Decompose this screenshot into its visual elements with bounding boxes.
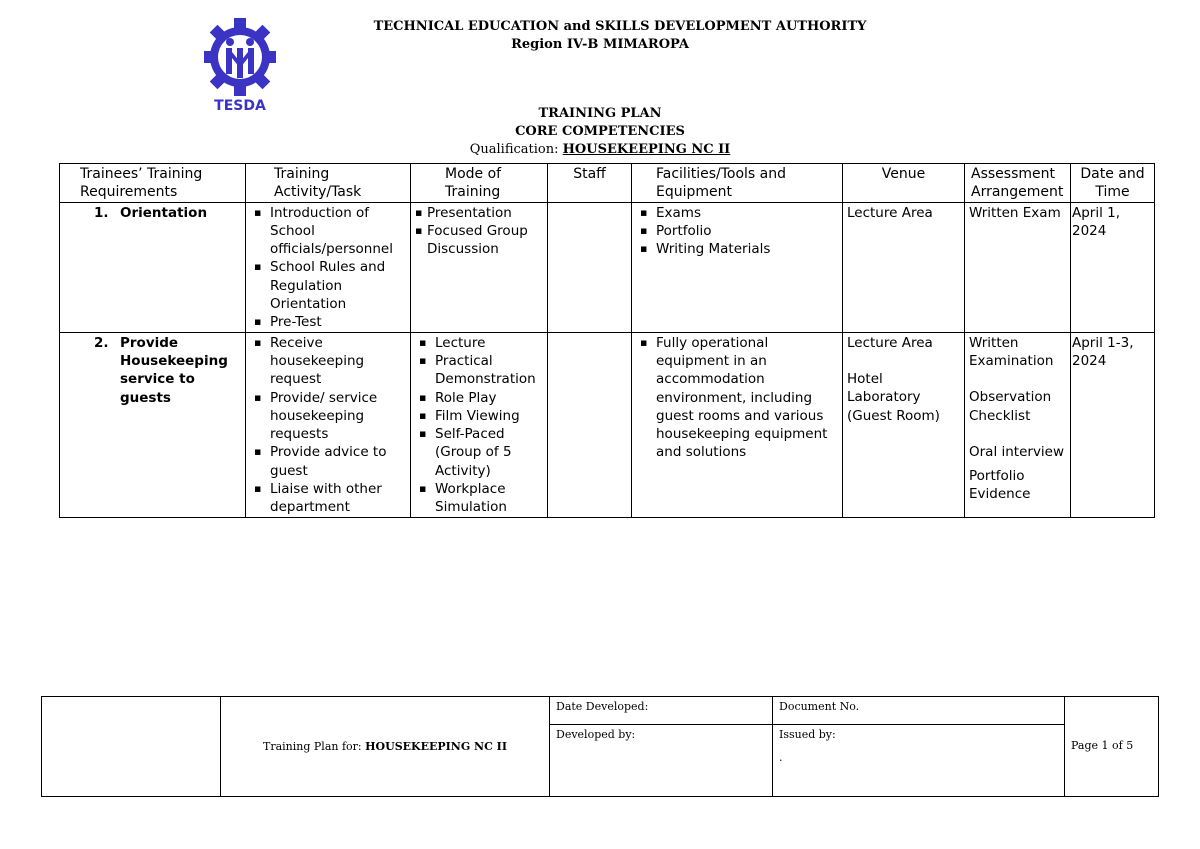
header-staff: Staff — [548, 164, 632, 203]
mode-item: ▪ Lecture — [415, 334, 543, 352]
organization-name: TECHNICAL EDUCATION and SKILLS DEVELOPMENT AUTHORITY — [373, 19, 867, 34]
activity-item: ▪ Receive housekeeping request — [250, 334, 406, 389]
training-plan-table — [59, 163, 1155, 518]
plan-title: TRAINING PLAN — [538, 106, 662, 121]
mode-item: ▪ Self-Paced (Group of 5 Activity) — [415, 425, 543, 480]
footer-date-developed: Date Developed: — [550, 697, 773, 725]
footer-issued-cell — [773, 725, 1065, 797]
header-activity: Training Activity/Task — [246, 164, 411, 203]
plan-titles — [0, 105, 1200, 159]
footer-plan-value: HOUSEKEEPING NC II — [365, 740, 507, 753]
date-cell: April 1-3, 2024 — [1071, 332, 1155, 517]
venue-cell — [843, 202, 965, 332]
qualification-line — [0, 141, 1200, 159]
facilities-cell — [632, 202, 843, 332]
activity-cell — [246, 332, 411, 517]
venue-cell — [843, 332, 965, 517]
requirement-cell — [60, 332, 246, 517]
staff-cell — [548, 332, 632, 517]
mode-item: ▪ Role Play — [415, 389, 543, 407]
facility-item: ▪ Exams — [636, 204, 838, 222]
activity-cell — [246, 202, 411, 332]
assessment-item: Oral interview — [969, 443, 1065, 460]
footer-document-no: Document No. — [773, 697, 1065, 725]
date-cell: April 1, 2024 — [1071, 202, 1155, 332]
table-row — [60, 202, 1155, 332]
header-assessment: Assessment Arrangement — [965, 164, 1071, 203]
activity-item: ▪ Liaise with other department — [250, 480, 406, 517]
assessment-item: Written Examination — [969, 334, 1054, 369]
footer-plan-label — [221, 697, 550, 797]
header-date: Date and Time — [1071, 164, 1155, 203]
requirement-text: Orientation — [120, 204, 208, 221]
footer-developed-by: Developed by: — [550, 725, 773, 797]
facility-item: ▪ Portfolio — [636, 222, 838, 240]
table-header-row — [60, 164, 1155, 203]
footer-logo-cell — [42, 697, 221, 797]
mode-item: ▪ Presentation — [415, 204, 543, 222]
assessment-cell — [965, 332, 1071, 517]
footer-page-number: Page 1 of 5 — [1065, 697, 1159, 797]
facility-item: ▪ Fully operational equipment in an accommodation environment, including guest rooms and various housekeeping equipment and solutions — [636, 334, 838, 462]
venue-item: Hotel Laboratory (Guest Room) — [847, 370, 940, 424]
footer-plan-label-text: Training Plan for: — [263, 740, 362, 753]
requirement-number: 2. — [94, 334, 109, 351]
assessment-cell — [965, 202, 1071, 332]
mode-item: ▪ Workplace Simulation — [415, 480, 543, 517]
assessment-item: Portfolio Evidence — [969, 468, 1031, 503]
requirement-number: 1. — [94, 204, 109, 221]
assessment-item: Observation Checklist — [969, 389, 1052, 424]
mode-item: ▪ Practical Demonstration — [415, 352, 543, 389]
mode-cell — [411, 202, 548, 332]
venue-item: Lecture Area — [847, 334, 933, 351]
mode-item: ▪ Film Viewing — [415, 407, 543, 425]
assessment-item: Written Exam — [969, 204, 1061, 221]
facilities-cell — [632, 332, 843, 517]
venue-item: Lecture Area — [847, 204, 933, 221]
activity-item: ▪ School Rules and Regulation Orientation — [250, 258, 406, 313]
qualification-value: HOUSEKEEPING NC II — [562, 142, 731, 157]
header-venue: Venue — [843, 164, 965, 203]
footer-issued-by: Issued by: — [779, 728, 836, 741]
header-mode: Mode of Training — [411, 164, 548, 203]
mode-item: ▪ Focused Group Discussion — [415, 222, 543, 259]
activity-item: ▪ Introduction of School officials/personnel — [250, 204, 406, 259]
activity-item: ▪ Provide advice to guest — [250, 443, 406, 480]
requirement-text: Provide Housekeeping service to guests — [120, 334, 228, 406]
activity-item: ▪ Provide/ service housekeeping requests — [250, 389, 406, 444]
header-facilities: Facilities/Tools and Equipment — [632, 164, 843, 203]
qualification-label: Qualification: — [469, 142, 559, 157]
activity-item: ▪ Pre-Test — [250, 313, 406, 331]
facility-item: ▪ Writing Materials — [636, 240, 838, 258]
table-row — [60, 332, 1155, 517]
header-requirements: Trainees’ Training Requirements — [60, 164, 246, 203]
staff-cell — [548, 202, 632, 332]
document-header — [0, 18, 1200, 54]
document-footer — [41, 696, 1159, 797]
mode-cell — [411, 332, 548, 517]
requirement-cell — [60, 202, 246, 332]
plan-subtitle: CORE COMPETENCIES — [515, 124, 685, 139]
footer-issued-value: . — [779, 751, 783, 764]
region-name: Region IV-B MIMAROPA — [511, 37, 689, 52]
logo-text: TESDA — [214, 98, 266, 114]
